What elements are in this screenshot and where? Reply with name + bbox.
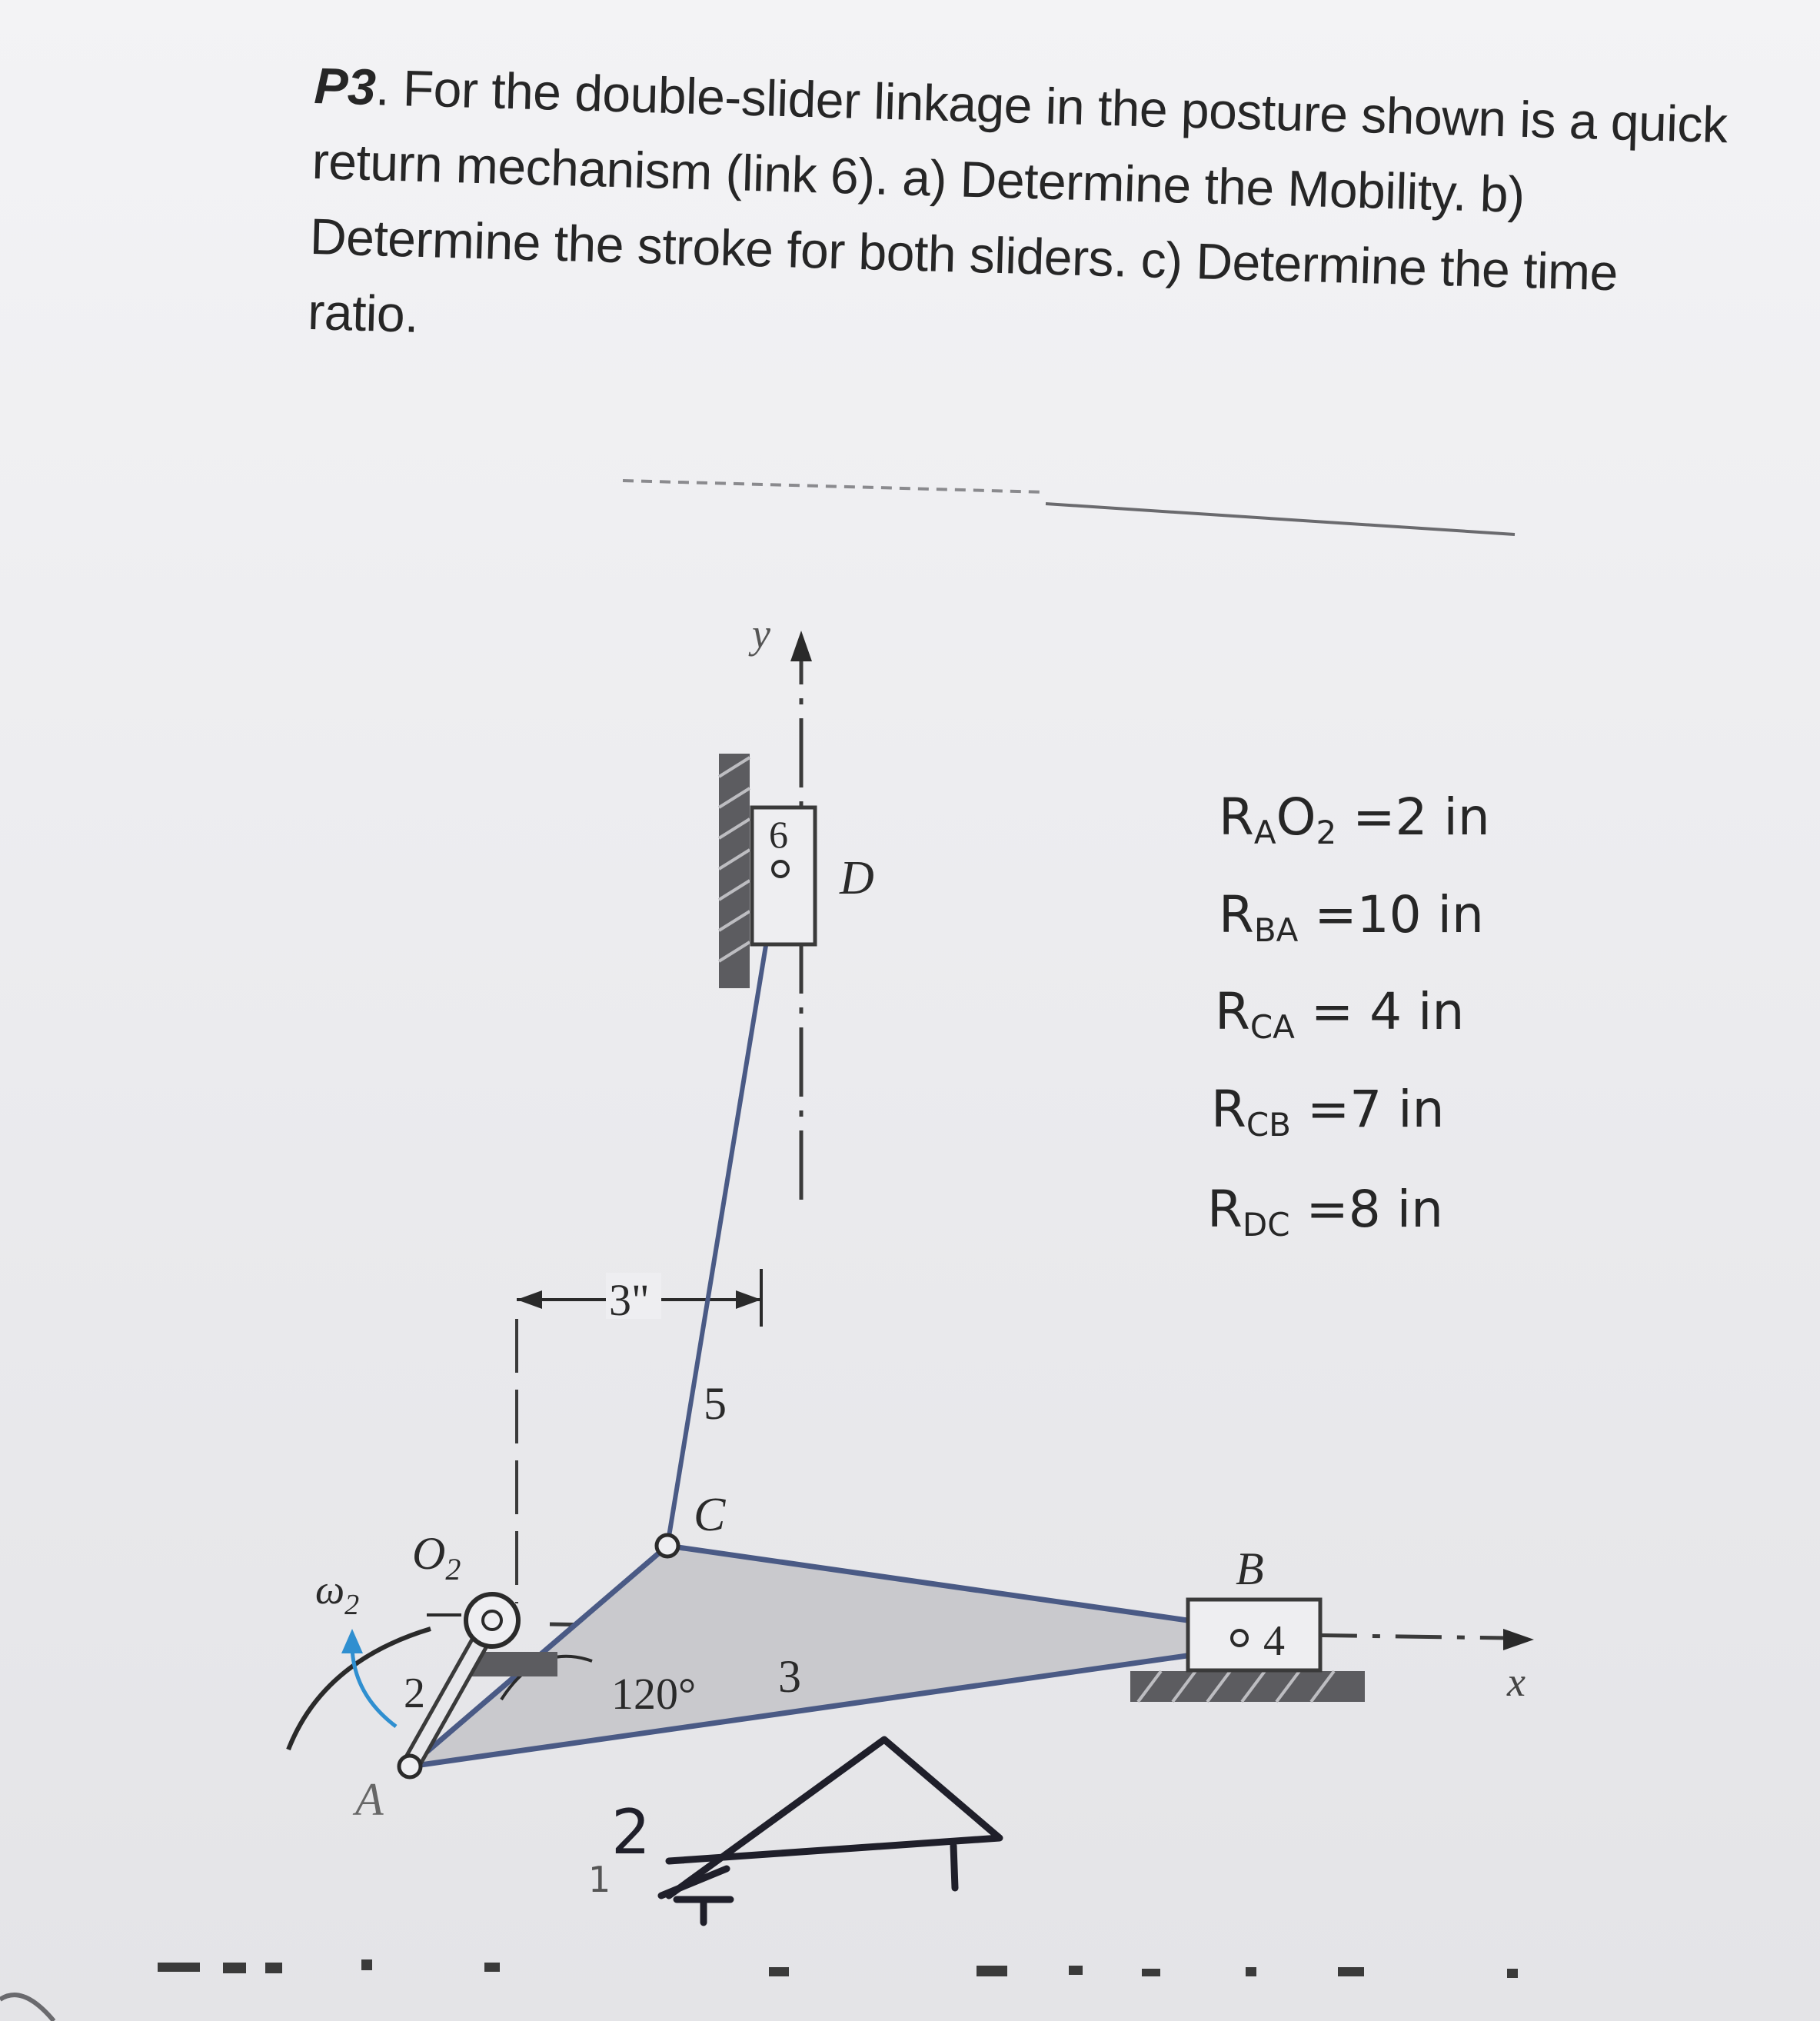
fragment bbox=[1246, 1967, 1256, 1976]
point-o2-letter: O bbox=[412, 1528, 446, 1579]
point-d-label: D bbox=[840, 852, 874, 904]
given-0-sub: A bbox=[1253, 814, 1276, 851]
pivot-o2-pin bbox=[483, 1611, 501, 1630]
given-0-main: R bbox=[1219, 787, 1254, 847]
dimension-arrow-right bbox=[736, 1290, 761, 1309]
problem-text: . For the double-slider linkage in the posture shown is a quick return mechanism (link 6). a) Determine the Mobility. b) Determine the stroke for both sliders. c) Determine the time ratio. bbox=[307, 58, 1729, 343]
x-axis-arrowhead bbox=[1503, 1629, 1534, 1650]
link5-label: 5 bbox=[704, 1378, 727, 1429]
point-b-label: B bbox=[1236, 1543, 1264, 1594]
point-a-label: A bbox=[355, 1774, 384, 1825]
x-axis-label: x bbox=[1507, 1659, 1526, 1705]
link4-label: 4 bbox=[1263, 1617, 1285, 1665]
y-axis-arrowhead bbox=[790, 631, 812, 661]
handwritten-number-b: 1 bbox=[588, 1859, 611, 1900]
given-3-rest: =7 in bbox=[1291, 1080, 1445, 1139]
pin-b bbox=[1232, 1630, 1247, 1646]
handwritten-number-a: 2 bbox=[611, 1796, 650, 1868]
given-0-mid: O bbox=[1276, 787, 1316, 847]
given-r-cb bbox=[1211, 1080, 1444, 1144]
fragment bbox=[1338, 1967, 1364, 1976]
fragment bbox=[1069, 1966, 1083, 1975]
given-r-ca bbox=[1215, 982, 1464, 1046]
screen-edge bbox=[0, 1995, 54, 2021]
given-2-sub: CA bbox=[1249, 1008, 1295, 1046]
given-values bbox=[1207, 787, 1490, 1244]
fragment bbox=[265, 1963, 282, 1973]
pin-c bbox=[657, 1535, 678, 1557]
given-4-rest: =8 in bbox=[1289, 1180, 1443, 1239]
pin-d bbox=[773, 861, 788, 877]
given-r-ao2 bbox=[1219, 787, 1490, 851]
fragment bbox=[484, 1963, 500, 1972]
y-axis-label: y bbox=[752, 611, 770, 657]
omega-label bbox=[315, 1567, 359, 1621]
omega-arrow-head bbox=[341, 1629, 363, 1653]
fragment bbox=[158, 1963, 200, 1972]
given-3-main: R bbox=[1211, 1080, 1246, 1139]
handwritten-mark bbox=[677, 1899, 730, 1923]
given-1-main: R bbox=[1219, 885, 1254, 944]
handwritten-tick bbox=[953, 1846, 955, 1888]
fragment bbox=[361, 1959, 372, 1970]
angle-label: 120° bbox=[611, 1669, 697, 1719]
given-4-sub: DC bbox=[1242, 1206, 1290, 1244]
link2-label: 2 bbox=[404, 1670, 425, 1717]
fragment bbox=[1507, 1969, 1518, 1978]
given-r-dc bbox=[1207, 1180, 1443, 1244]
link3-label: 3 bbox=[778, 1651, 801, 1702]
given-3-sub: CB bbox=[1246, 1106, 1291, 1144]
dimension-label: 3" bbox=[609, 1275, 650, 1325]
handwritten-sketch bbox=[661, 1740, 1000, 1923]
given-0-rest: =2 in bbox=[1336, 787, 1490, 847]
given-2-rest: = 4 in bbox=[1294, 982, 1465, 1041]
given-1-rest: =10 in bbox=[1298, 885, 1484, 944]
given-4-main: R bbox=[1207, 1180, 1243, 1239]
bottom-text-fragments bbox=[158, 1959, 1518, 1978]
given-2-main: R bbox=[1215, 982, 1250, 1041]
faint-dashed-rule bbox=[623, 481, 1046, 492]
fragment bbox=[223, 1963, 246, 1973]
fragment bbox=[977, 1966, 1007, 1976]
point-o2-subscript: 2 bbox=[445, 1552, 461, 1587]
given-1-sub: BA bbox=[1253, 911, 1299, 949]
link6-label: 6 bbox=[769, 813, 788, 856]
problem-number: P3 bbox=[313, 56, 377, 116]
fragment bbox=[1142, 1969, 1160, 1976]
given-0-sub2: 2 bbox=[1316, 814, 1337, 851]
pin-a bbox=[399, 1756, 421, 1777]
dimension-arrow-left bbox=[517, 1290, 542, 1309]
faint-rule bbox=[1046, 504, 1515, 534]
omega-symbol: ω bbox=[315, 1567, 345, 1613]
given-r-ba bbox=[1219, 885, 1484, 949]
slider4-block bbox=[1188, 1600, 1320, 1670]
point-o2-label bbox=[412, 1528, 461, 1587]
point-c-label: C bbox=[694, 1489, 726, 1541]
omega-subscript: 2 bbox=[344, 1589, 360, 1621]
fragment bbox=[769, 1967, 789, 1976]
handwritten-link bbox=[661, 1869, 727, 1896]
